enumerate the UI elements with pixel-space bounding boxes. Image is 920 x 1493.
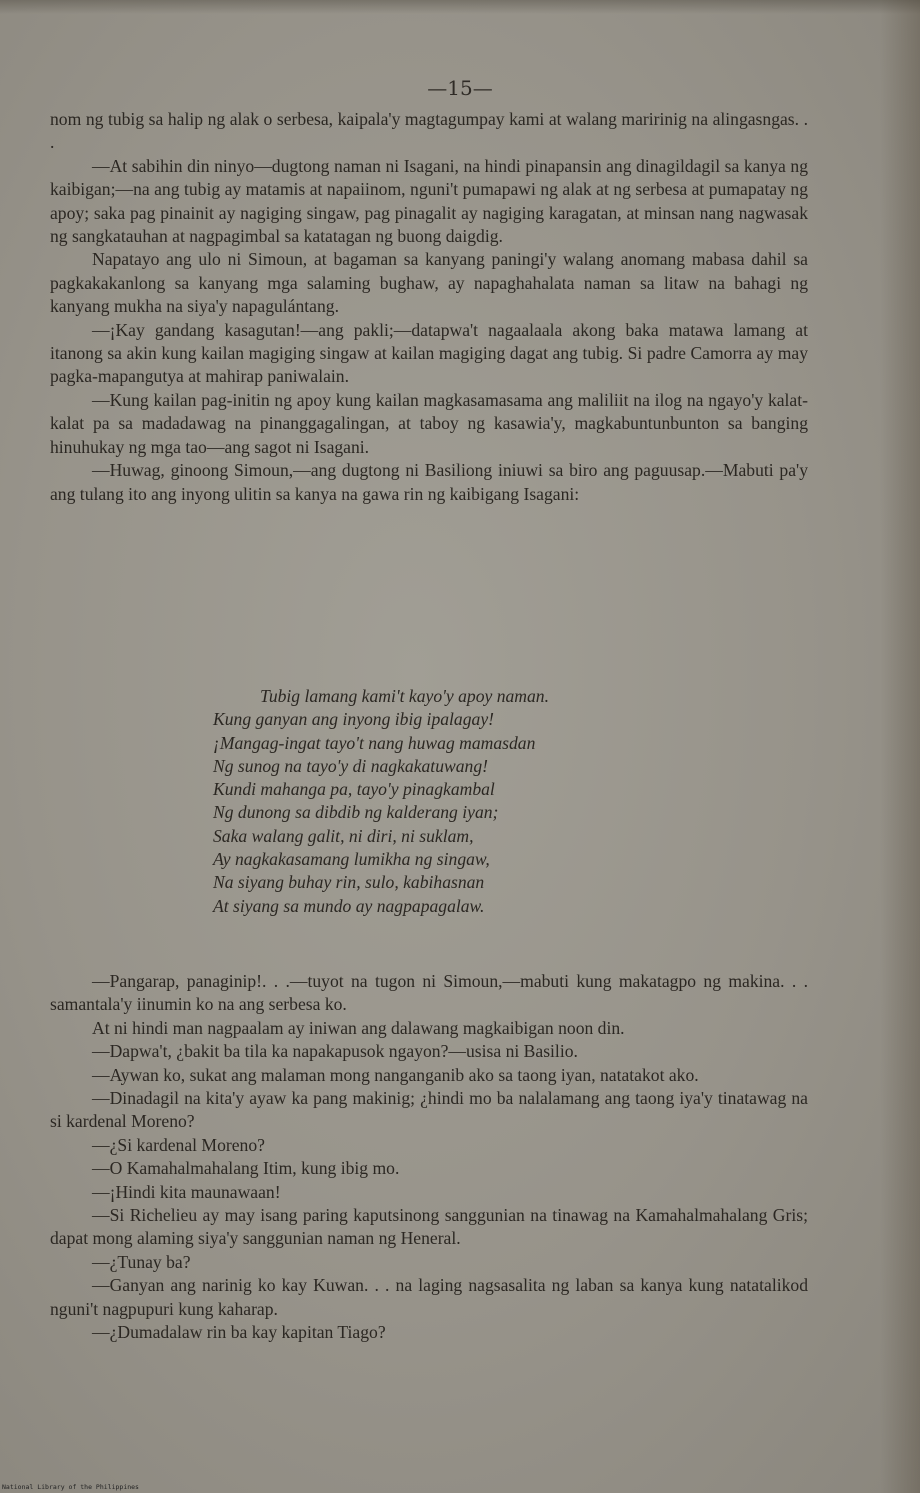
paragraph: —O Kamahalmahalang Itim, kung ibig mo.: [92, 1158, 400, 1179]
paragraph: Napatayo ang ulo ni Simoun, at bagaman sa kanyang paningi'y walang anomang mabasa dahil sa pagkakakanlong sa kanyang mga salaming bughaw, ay napaghahalata naman sa litaw na bahagi ng kanyang mukha na siya'y napagulántang.: [50, 249, 808, 317]
paragraph: —¿Dumadalaw rin ba kay kapitan Tiago?: [92, 1322, 386, 1343]
paragraph: —¡Hindi kita maunawaan!: [92, 1181, 281, 1202]
paragraph: —At sabihin din ninyo—dugtong naman ni Isagani, na hindi pinapansin ang dinagildagil sa kanya ng kaibigan;—na ang tubig ay matamis at napaiinom, nguni't pumapawi ng alak at ng serbesa at pumapatay ng apoy; saka pag pinainit ay nagiging singaw, pag pinagalit ay nagiging karagatan, at minsan nang nagwasak ng sangkatauhan at nagpagimbal sa katatagan ng buong daigdig.: [50, 155, 808, 247]
paragraph: At ni hindi man nagpaalam ay iniwan ang dalawang magkaibigan noon din.: [92, 1017, 625, 1038]
paragraph: —¿Tunay ba?: [92, 1251, 191, 1272]
poem-line: At siyang sa mundo ay nagpapagalaw.: [213, 895, 485, 916]
paragraph: —Dapwa't, ¿bakit ba tila ka napakapusok ngayon?—usisa ni Basilio.: [92, 1041, 578, 1062]
poem-line: ¡Mangag-ingat tayo't nang huwag mamasdan: [213, 732, 536, 753]
poem-line: Ng dunong sa dibdib ng kalderang iyan;: [213, 802, 499, 823]
paragraph: —Pangarap, panaginip!. . .—tuyot na tugon ni Simoun,—mabuti kung makatagpo ng makina. . . samantala'y iinumin ko na ang serbesa ko.: [50, 971, 808, 1015]
paragraph: —¿Si kardenal Moreno?: [92, 1134, 265, 1155]
page-shadow-top: [0, 0, 920, 14]
poem-line: Kung ganyan ang inyong ibig ipalagay!: [213, 709, 494, 730]
paragraph: —Dinadagil na kita'y ayaw ka pang makinig; ¿hindi mo ba nalalamang ang taong iya'y tinatawag na si kardenal Moreno?: [50, 1088, 808, 1132]
paragraph: —Aywan ko, sukat ang malaman mong nanganganib ako sa taong iyan, natatakot ako.: [92, 1064, 699, 1085]
page-shadow-right: [880, 0, 920, 1493]
page-number: —15—: [427, 76, 493, 100]
poem-line: Kundi mahanga pa, tayo'y pinagkambal: [213, 779, 495, 800]
text-block-upper: [50, 108, 808, 506]
poem-line: Ng sunog na tayo'y di nagkakatuwang!: [213, 755, 488, 776]
paragraph: —Huwag, ginoong Simoun,—ang dugtong ni Basiliong iniuwi sa biro ang paguusap.—Mabuti pa'y ang tulang ito ang inyong ulitin sa kanya na gawa rin ng kaibigang Isagani:: [50, 460, 808, 504]
paragraph: —Kung kailan pag-initin ng apoy kung kailan magkasamasama ang maliliit na ilog na ngayo'y kalat-kalat pa sa madadawag na pinanggagalingan, at taboy ng kasawia'y, magkabuntunbunton sa banging hinuhukay ng mga tao—ang sagot ni Isagani.: [50, 389, 808, 457]
paragraph: nom ng tubig sa halip ng alak o serbesa, kaipala'y magtagumpay kami at walang maririnig na alingasngas. . .: [50, 109, 808, 153]
library-credit: National Library of the Philippines: [2, 1483, 139, 1491]
paragraph: —¡Kay gandang kasagutan!—ang pakli;—datapwa't nagaalaala akong baka matawa lamang at itanong sa akin kung kailan magiging singaw at kailan magiging dagat ang tubig. Si padre Camorra ay may pagka-mapangutya at mahirap paniwalain.: [50, 319, 808, 387]
paragraph: —Ganyan ang narinig ko kay Kuwan. . . na laging nagsasalita ng laban sa kanya kung natatalikod nguni't nagpupuri kung kaharap.: [50, 1275, 808, 1319]
paragraph: —Si Richelieu ay may isang paring kaputsinong sanggunian na tinawag na Kamahalmahalang Gris; dapat mong alaming siya'y sanggunian naman ng Heneral.: [50, 1205, 808, 1249]
text-block-lower: [50, 970, 808, 1345]
poem-line: Saka walang galit, ni diri, ni suklam,: [213, 825, 474, 846]
poem: [213, 685, 713, 918]
poem-line: Na siyang buhay rin, sulo, kabihasnan: [213, 872, 485, 893]
poem-line: Tubig lamang kami't kayo'y apoy naman.: [260, 686, 549, 706]
poem-line: Ay nagkakasamang lumikha ng singaw,: [213, 849, 490, 870]
